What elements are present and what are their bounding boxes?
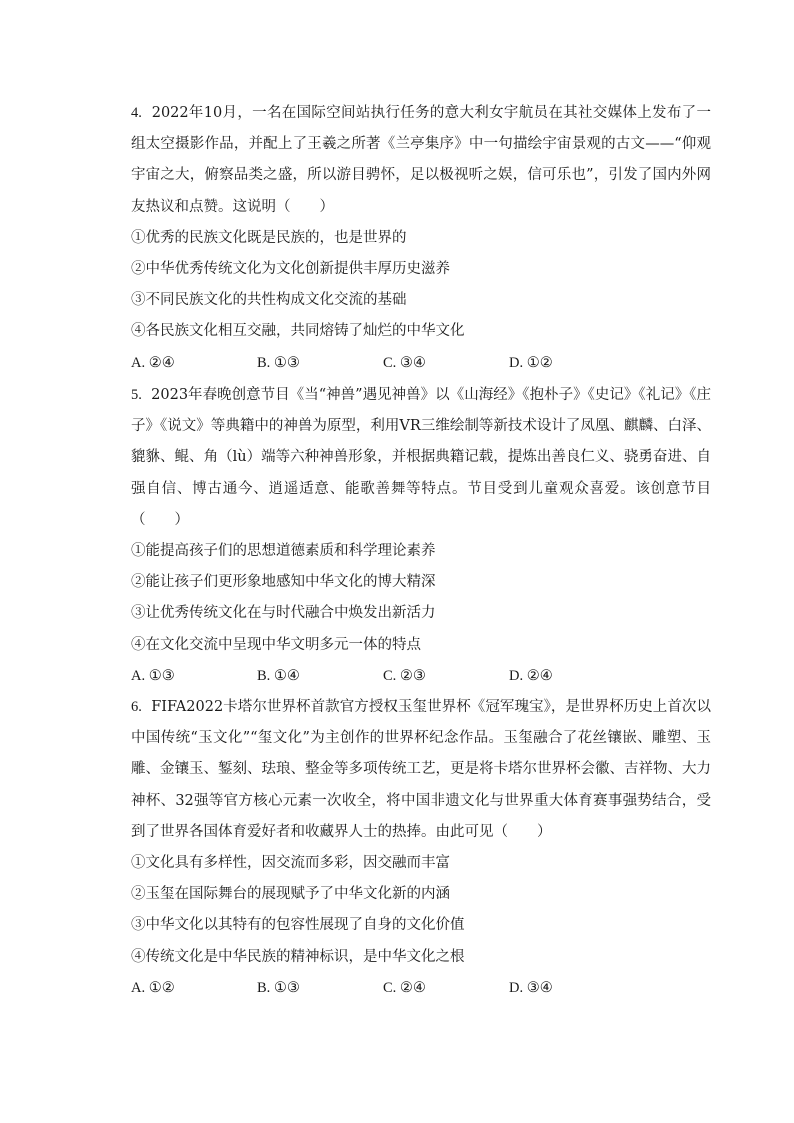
- question-5: [131, 380, 711, 692]
- question-stem: [131, 98, 711, 223]
- statement-option: ③中华文化以其特有的包容性展现了自身的文化价值: [131, 917, 465, 934]
- answer-choice-b: B. ①③: [257, 979, 300, 996]
- answer-choice-c: C. ③④: [383, 354, 426, 371]
- statement-option: ④各民族文化相互交融，共同熔铸了灿烂的中华文化: [131, 323, 465, 340]
- question-stem: [131, 692, 711, 848]
- question-4: [131, 98, 711, 379]
- statement-option: ①能提高孩子们的思想道德素质和科学理论素养: [131, 543, 436, 560]
- answer-choice-b: B. ①④: [257, 667, 300, 684]
- question-stem: [131, 380, 711, 536]
- answer-choice-b: B. ①③: [257, 354, 300, 371]
- answer-choice-a: A. ①②: [131, 979, 175, 996]
- statement-option: ②中华优秀传统文化为文化创新提供丰厚历史滋养: [131, 261, 450, 278]
- question-text: 2022年10月，一名在国际空间站执行任务的意大利女宇航员在其社交媒体上发布了一组太空摄影作品，并配上了王羲之所著《兰亭集序》中一句描绘宇宙景观的古文——“仰观宇宙之大，俯察品类之盛，所以游目骋怀，足以极视听之娱，信可乐也”，引发了国内外网友热议和点赞。这说明（ ）: [131, 105, 711, 215]
- answer-choice-c: C. ②④: [383, 979, 426, 996]
- answer-choice-a: A. ②④: [131, 354, 175, 371]
- statement-option: ①文化具有多样性，因交流而多彩，因交融而丰富: [131, 855, 450, 872]
- statement-option: ④传统文化是中华民族的精神标识，是中华文化之根: [131, 948, 465, 965]
- answer-choice-d: D. ③④: [509, 979, 553, 996]
- statement-option: ①优秀的民族文化既是民族的，也是世界的: [131, 229, 407, 246]
- question-number: 5.: [131, 387, 142, 403]
- statement-option: ④在文化交流中呈现中华文明多元一体的特点: [131, 636, 421, 653]
- answer-choice-d: D. ①②: [509, 354, 553, 371]
- answer-choices: [131, 348, 711, 379]
- question-text: FIFA2022卡塔尔世界杯首款官方授权玉玺世界杯《冠军瑰宝》，是世界杯历史上首次以中国传统“玉文化”“玺文化”为主创作的世界杯纪念作品。玉玺融合了花丝镶嵌、雕塑、玉雕、金镶玉、錾刻、珐琅、整金等多项传统工艺，更是将卡塔尔世界杯会徽、吉祥物、大力神杯、32强等官方核心元素一次收全，将中国非遗文化与世界重大体育赛事强势结合，受到了世界各国体育爱好者和收藏界人士的热捧。由此可见（ ）: [131, 699, 711, 840]
- question-text: 2023年春晚创意节目《当“神兽”遇见神兽》以《山海经》《抱朴子》《史记》《礼记》《庄子》《说文》等典籍中的神兽为原型，利用VR三维绘制等新技术设计了凤凰、麒麟、白泽、貔貅、鲲、角（lù）端等六种神兽形象，并根据典籍记载，提炼出善良仁义、骁勇奋进、自强自信、博古通今、逍遥适意、能歌善舞等特点。节目受到儿童观众喜爱。该创意节目（ ）: [131, 387, 712, 528]
- answer-choice-c: C. ②③: [383, 667, 426, 684]
- answer-choices: [131, 973, 711, 1004]
- answer-choice-a: A. ①③: [131, 667, 175, 684]
- statement-option: ③不同民族文化的共性构成文化交流的基础: [131, 292, 407, 309]
- question-number: 4.: [131, 105, 142, 121]
- answer-choices: [131, 661, 711, 692]
- statement-option: ②能让孩子们更形象地感知中华文化的博大精深: [131, 574, 436, 591]
- statement-option: ②玉玺在国际舞台的展现赋予了中华文化新的内涵: [131, 886, 450, 903]
- answer-choice-d: D. ②④: [509, 667, 553, 684]
- statement-option: ③让优秀传统文化在与时代融合中焕发出新活力: [131, 605, 436, 622]
- question-number: 6.: [131, 699, 142, 715]
- question-6: [131, 692, 711, 1004]
